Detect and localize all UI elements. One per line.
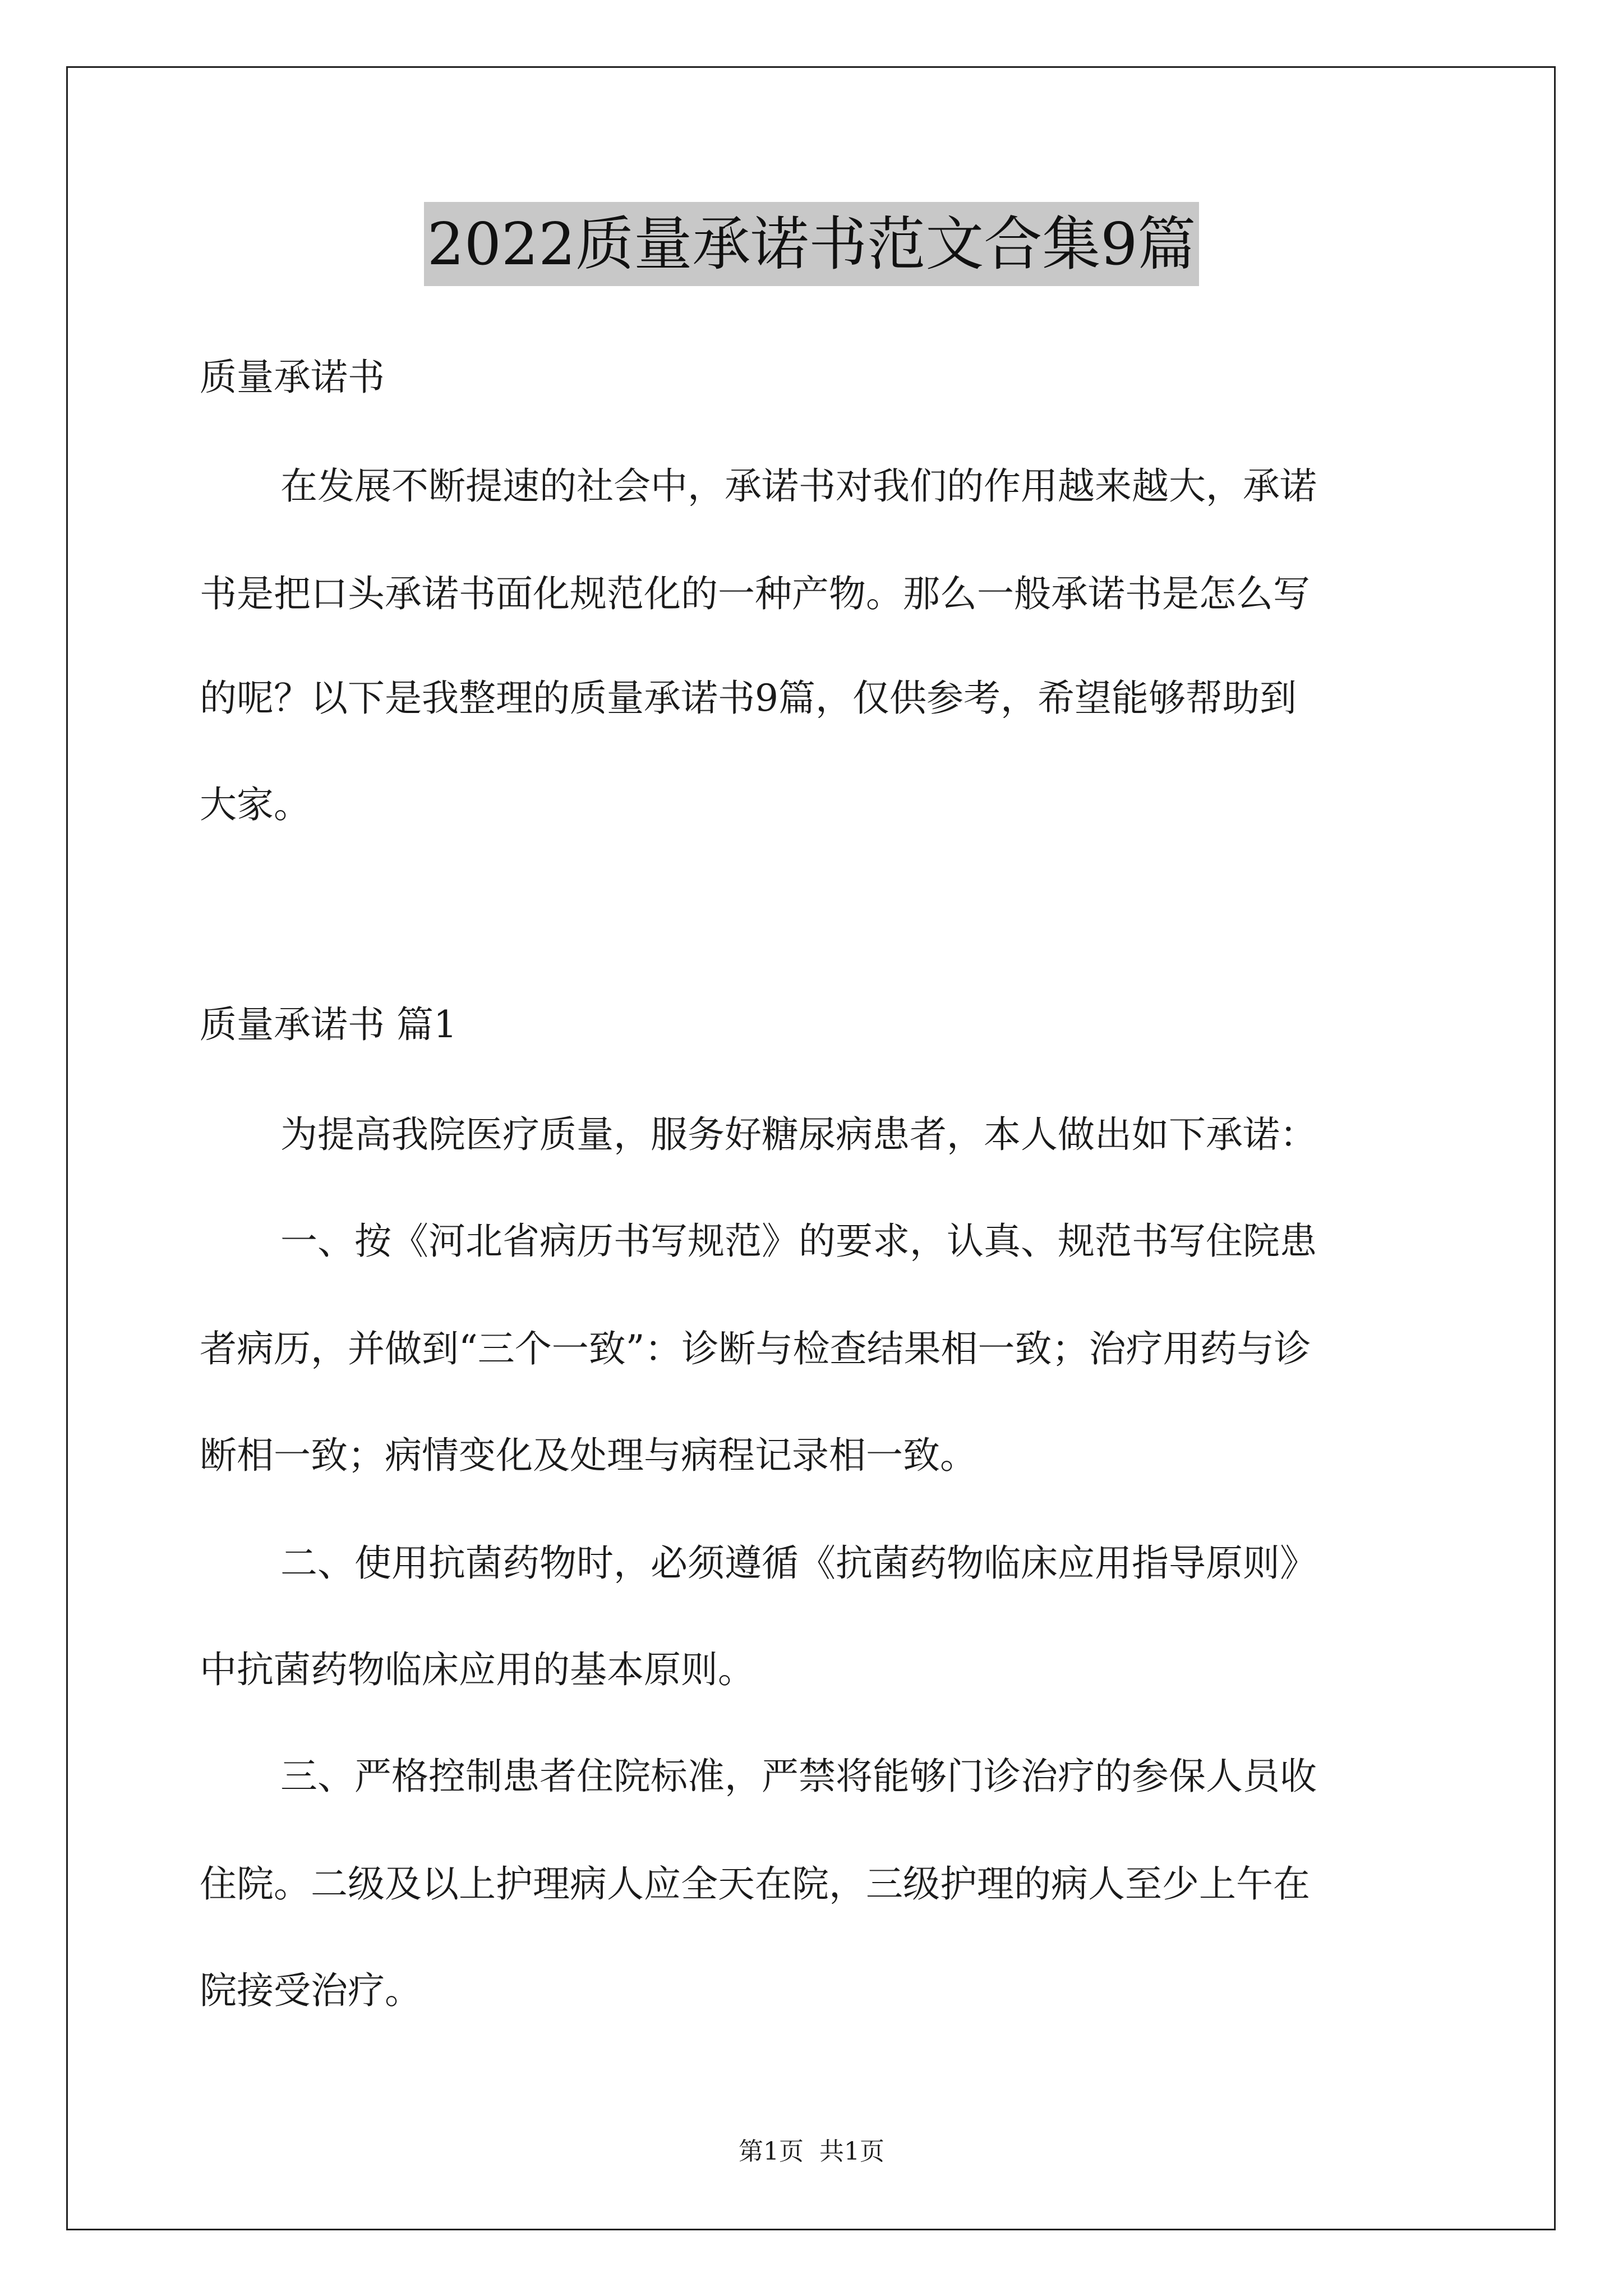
intro-line: 大家。 [200,783,311,826]
section-heading: 质量承诺书 篇1 [200,1003,457,1046]
section-paragraph-line: 三、严格控制患者住院标准，严禁将能够门诊治疗的参保人员收 [280,1755,1317,1798]
section-paragraph-line: 为提高我院医疗质量，服务好糖尿病患者，本人做出如下承诺： [280,1113,1317,1156]
document-title: 2022质量承诺书范文合集9篇 [424,202,1200,286]
page-footer [0,2135,1623,2169]
section-paragraph-line: 者病历，并做到“三个一致”：诊断与检查结果相一致；治疗用药与诊 [200,1327,1311,1370]
section-paragraph-line: 一、按《河北省病历书写规范》的要求，认真、规范书写住院患 [280,1220,1317,1263]
intro-line: 的呢？以下是我整理的质量承诺书9篇，仅供参考，希望能够帮助到 [200,677,1297,720]
section-paragraph-line: 断相一致；病情变化及处理与病程记录相一致。 [200,1434,977,1477]
section-paragraph-line: 中抗菌药物临床应用的基本原则。 [200,1648,755,1691]
page-total: 共1页 [819,2137,884,2166]
intro-line: 书是把口头承诺书面化规范化的一种产物。那么一般承诺书是怎么写 [200,572,1310,615]
intro-line: 在发展不断提速的社会中，承诺书对我们的作用越来越大，承诺 [280,464,1317,508]
page-number: 第1页 [739,2137,804,2166]
heading-quality-commitment: 质量承诺书 [200,356,385,399]
section-paragraph-line: 院接受治疗。 [200,1969,422,2012]
section-paragraph-line: 二、使用抗菌药物时，必须遵循《抗菌药物临床应用指导原则》 [280,1542,1317,1585]
section-paragraph-line: 住院。二级及以上护理病人应全天在院，三级护理的病人至少上午在 [200,1862,1310,1906]
title-container [0,202,1623,286]
